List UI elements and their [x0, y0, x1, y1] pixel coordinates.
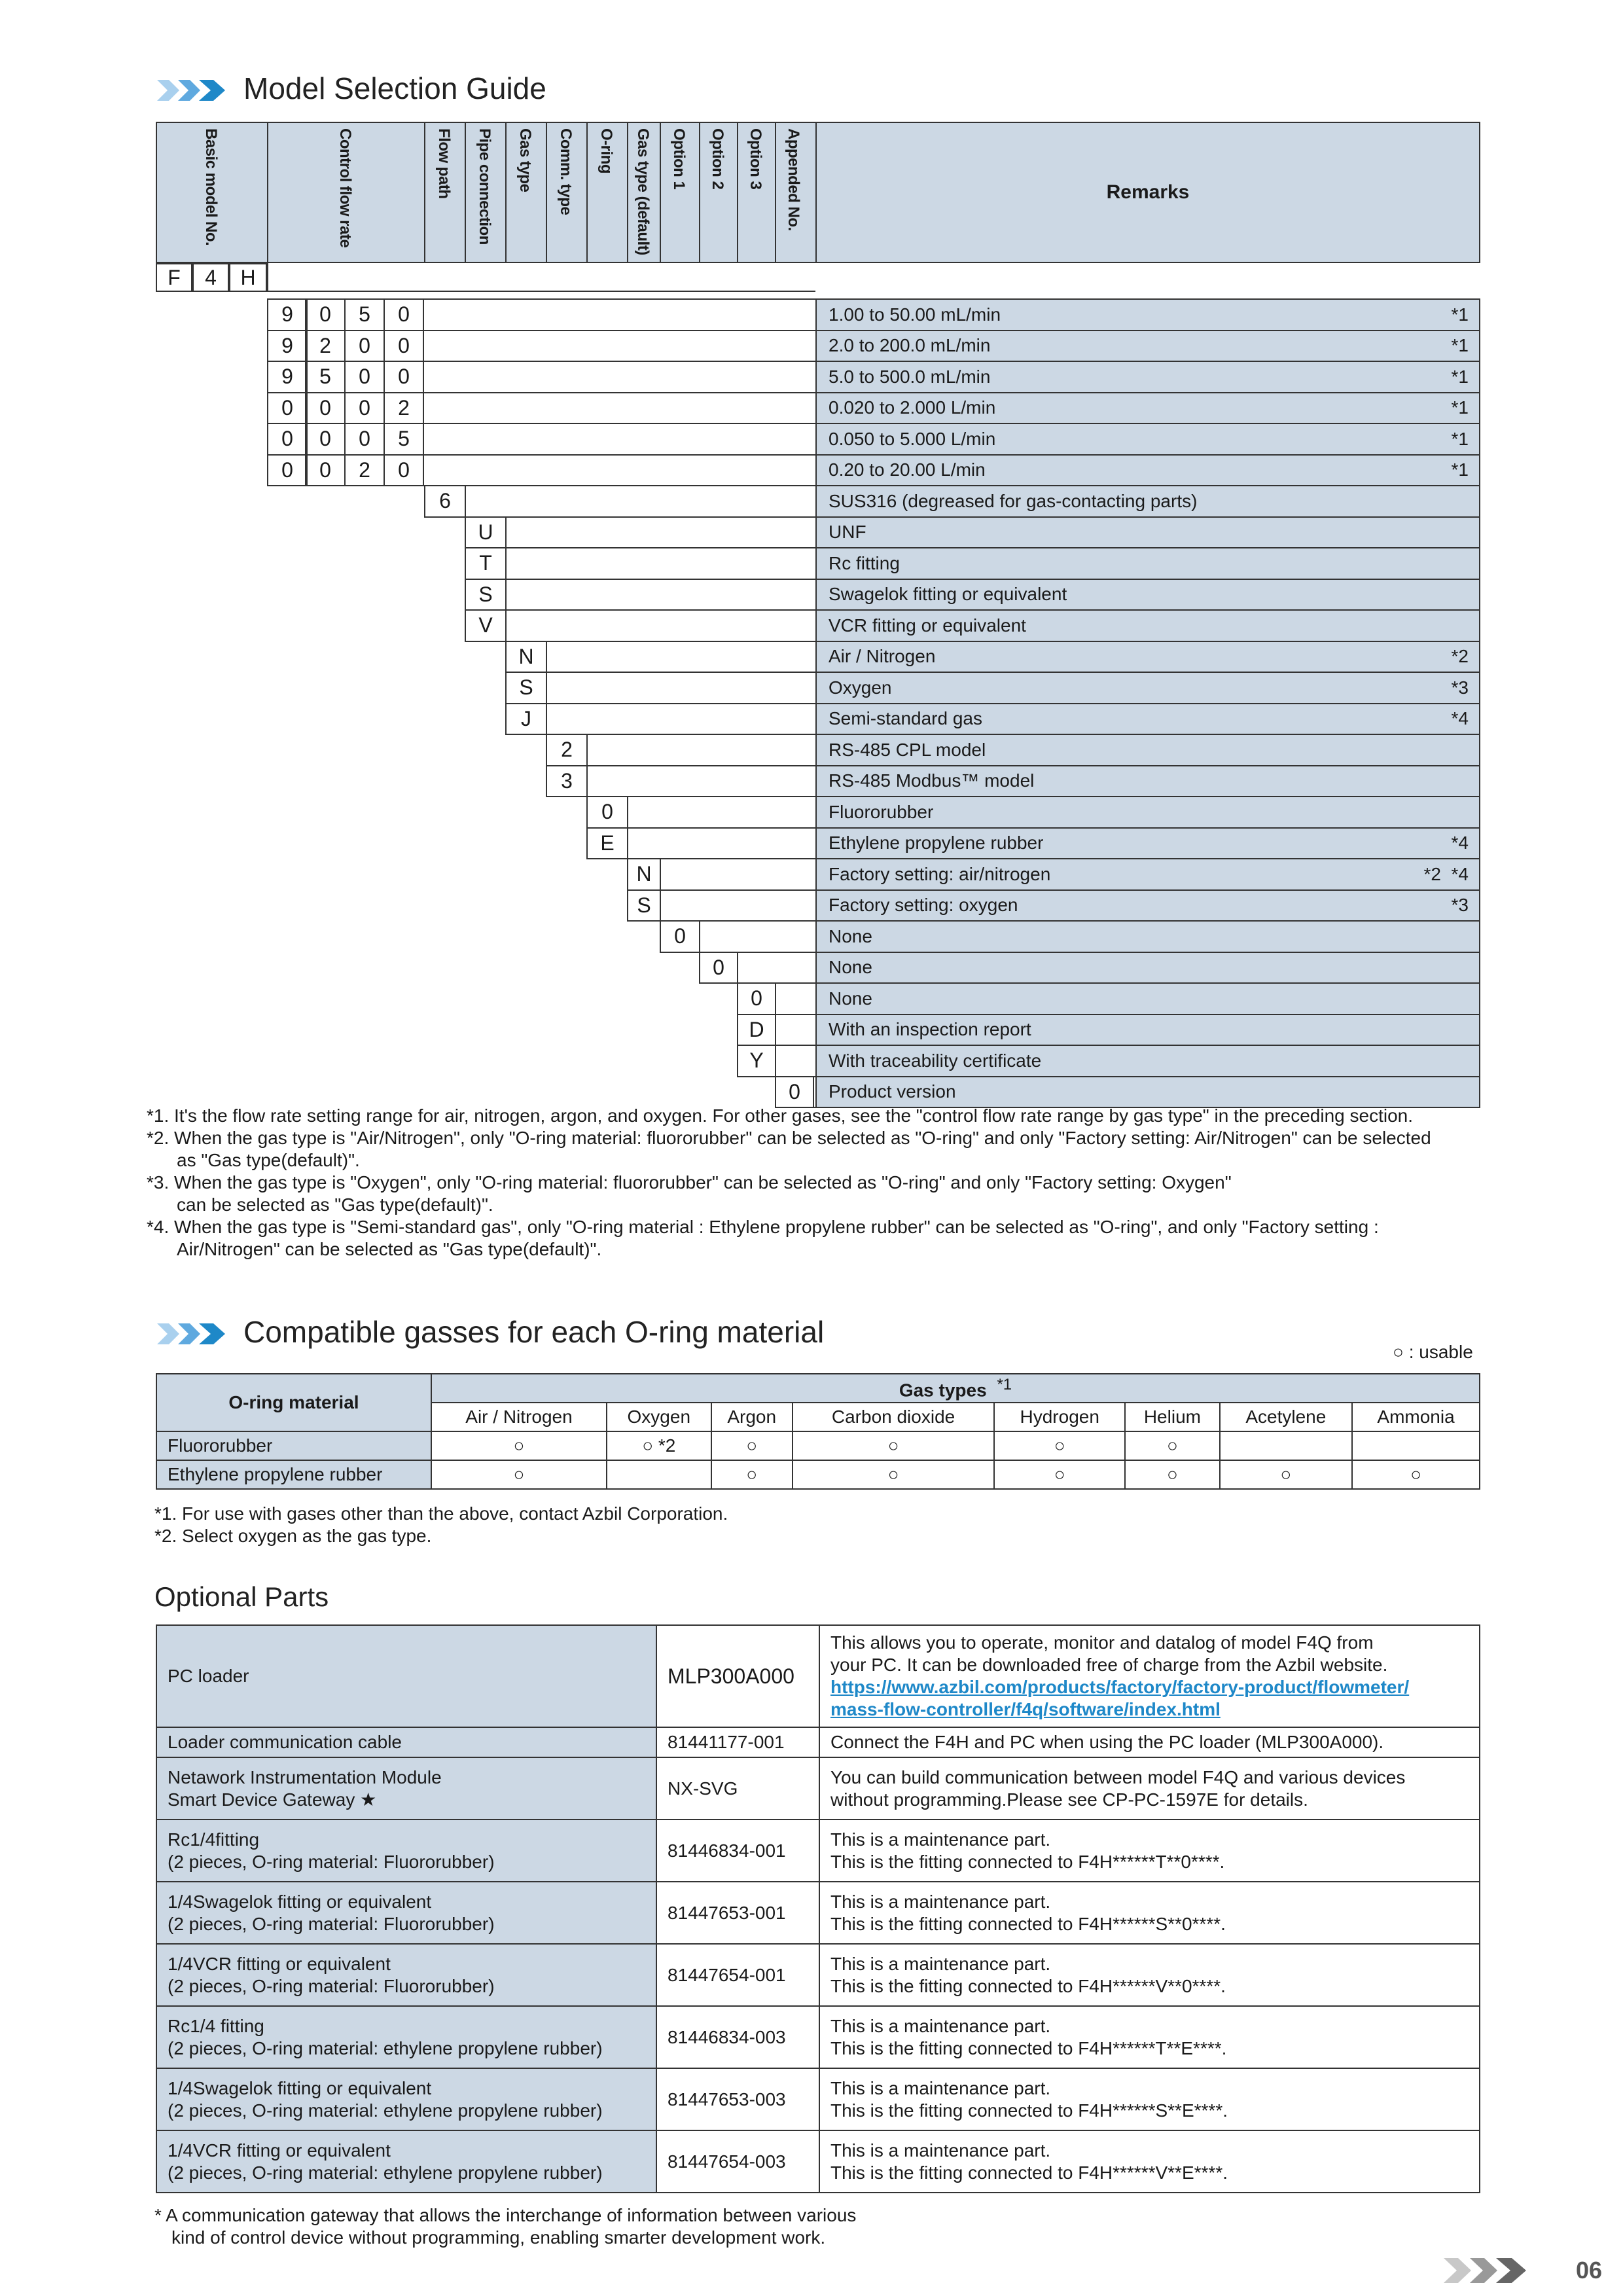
remark-text: Factory setting: oxygen	[829, 895, 1018, 916]
column-header: Appended No.	[785, 128, 802, 231]
part-name-line: 1/4Swagelok fitting or equivalent	[168, 1891, 432, 1912]
section-title-optional-parts: Optional Parts	[154, 1581, 329, 1612]
flow-rate-code: 0	[344, 330, 385, 363]
remark-text: 1.00 to 50.00 mL/min	[829, 304, 1001, 325]
compatibility-mark: ○	[793, 1431, 994, 1460]
row-line	[775, 982, 815, 984]
row-line	[505, 516, 815, 518]
remarks-cell	[815, 672, 1480, 704]
column-header: Pipe connection	[476, 128, 493, 245]
row-line	[586, 734, 815, 735]
remark-text: VCR fitting or equivalent	[829, 615, 1026, 636]
part-model-number: 81447654-003	[656, 2130, 819, 2193]
footnote-line: kind of control device without programming, enabling smarter development work.	[171, 2227, 826, 2248]
remark-text: 0.20 to 20.00 L/min	[829, 459, 986, 480]
option-code: S	[627, 889, 661, 922]
part-model-number: 81447653-003	[656, 2068, 819, 2130]
gas-types-header-label: Gas types	[899, 1380, 987, 1401]
compatibility-mark: ○	[711, 1460, 793, 1489]
remarks-cell	[815, 734, 1480, 766]
remarks-cell	[815, 796, 1480, 829]
footnote-line: * A communication gateway that allows the interchange of information between various	[154, 2205, 857, 2225]
flow-rate-code: 2	[305, 330, 346, 363]
header-divider	[627, 122, 628, 263]
table-row	[156, 1882, 1480, 1944]
option-code: 3	[546, 765, 588, 798]
section-title-compatible-gasses: Compatible gasses for each O-ring material	[243, 1315, 825, 1349]
table-row	[156, 2068, 1480, 2130]
section-title-model-selection: Model Selection Guide	[243, 71, 546, 105]
basic-row-line	[267, 291, 815, 292]
flow-rate-code: 0	[267, 392, 308, 425]
remark-text: None	[829, 925, 872, 946]
flow-rate-code: 0	[267, 454, 308, 487]
remark-note: *1	[1451, 304, 1469, 325]
option-code: 0	[775, 1076, 814, 1109]
part-description	[819, 2068, 1480, 2130]
flow-rate-code: 0	[344, 423, 385, 456]
remark-text: Semi-standard gas	[829, 708, 983, 729]
column-header: Flow path	[435, 128, 453, 199]
flow-rate-code: 0	[344, 361, 385, 393]
part-name-line: 1/4VCR fitting or equivalent	[168, 1953, 391, 1974]
part-description	[819, 2006, 1480, 2068]
footnote-line: *2. Select oxygen as the gas type.	[154, 1526, 432, 1546]
compatibility-mark: ○	[994, 1431, 1125, 1460]
compatibility-mark: ○	[1220, 1460, 1352, 1489]
compatibility-mark	[607, 1460, 711, 1489]
remarks-cell	[815, 641, 1480, 673]
part-description	[819, 1882, 1480, 1944]
row-line	[775, 1045, 815, 1046]
flow-rate-code: 0	[305, 298, 346, 331]
remark-text: SUS316 (degreased for gas-contacting parts)	[829, 490, 1198, 511]
remark-note: *3	[1451, 677, 1469, 698]
remarks-cell	[815, 889, 1480, 922]
row-line	[424, 330, 815, 331]
model-selection-guide	[156, 122, 1480, 1103]
row-line	[505, 579, 815, 580]
basic-model-code: 4	[192, 263, 229, 292]
compatibility-mark: ○	[431, 1431, 607, 1460]
footnote-line: can be selected as "Gas type(default)".	[177, 1194, 493, 1215]
gas-name: Ammonia	[1352, 1403, 1480, 1431]
remarks-cell	[815, 765, 1480, 798]
remarks-cell	[815, 858, 1480, 891]
part-description	[819, 1625, 1480, 1727]
remarks-cell	[815, 579, 1480, 611]
part-name	[156, 1882, 656, 1944]
part-name-line: (2 pieces, O-ring material: ethylene propylene rubber)	[168, 2162, 603, 2183]
row-line	[627, 827, 815, 829]
row-line	[660, 889, 815, 891]
flow-rate-code: 0	[305, 454, 346, 487]
part-name-line: Rc1/4 fitting	[168, 2015, 264, 2036]
row-line	[660, 858, 815, 859]
part-model-number: 81447653-001	[656, 1882, 819, 1944]
flow-rate-code: 0	[383, 361, 424, 393]
option-code: D	[737, 1014, 776, 1047]
row-line	[775, 1014, 815, 1015]
compatibility-mark: ○	[994, 1460, 1125, 1489]
option-code: N	[627, 858, 661, 891]
row-line	[546, 703, 815, 704]
flow-rate-code: 0	[383, 330, 424, 363]
flow-rate-code: 0	[267, 423, 308, 456]
section-chevron-icon	[157, 77, 236, 103]
remark-text: Swagelok fitting or equivalent	[829, 584, 1067, 605]
remarks-cell	[815, 361, 1480, 393]
part-name-line: (2 pieces, O-ring material: Fluororubber)	[168, 1975, 495, 1996]
part-name	[156, 1757, 656, 1820]
remarks-cell	[815, 516, 1480, 549]
compatibility-mark: ○	[1125, 1460, 1219, 1489]
option-code: 0	[586, 796, 628, 829]
part-name-line: (2 pieces, O-ring material: ethylene propylene rubber)	[168, 2037, 603, 2058]
option-code: J	[505, 703, 547, 736]
part-description	[819, 1944, 1480, 2006]
part-description	[819, 1727, 1480, 1757]
gas-table-footnotes	[154, 1503, 728, 1547]
column-header: Control flow rate	[336, 128, 354, 248]
part-name	[156, 1625, 656, 1727]
option-code: 0	[660, 920, 700, 953]
footnote-line: as "Gas type(default)".	[177, 1150, 360, 1170]
flow-rate-code: 0	[344, 392, 385, 425]
remark-text: Oxygen	[829, 677, 892, 698]
column-header: Gas type (default)	[634, 128, 652, 255]
remark-note: *2 *4	[1423, 863, 1469, 884]
basic-model-code: F	[156, 263, 192, 292]
description-line: This is a maintenance part.	[830, 1829, 1051, 1850]
part-name-line: PC loader	[168, 1666, 249, 1686]
row-line	[505, 547, 815, 548]
option-code: 6	[424, 485, 466, 518]
option-code: S	[465, 579, 507, 611]
header-divider	[424, 122, 425, 263]
remark-text: 0.020 to 2.000 L/min	[829, 397, 996, 418]
model-selection-footnotes	[147, 1105, 1488, 1261]
optional-parts-table	[156, 1624, 1480, 2193]
remarks-cell	[815, 454, 1480, 487]
remarks-cell	[815, 952, 1480, 984]
flow-rate-code: 0	[305, 392, 346, 425]
compatibility-mark: ○	[1352, 1460, 1480, 1489]
gas-name: Oxygen	[607, 1403, 711, 1431]
option-code: E	[586, 827, 628, 860]
remarks-cell	[815, 703, 1480, 736]
flow-rate-code: 2	[383, 392, 424, 425]
oring-material-header: O-ring material	[156, 1374, 431, 1431]
basic-model-code: H	[229, 263, 267, 292]
option-code: S	[505, 672, 547, 704]
compatibility-mark: ○	[431, 1460, 607, 1489]
oring-material-name: Ethylene propylene rubber	[156, 1460, 431, 1489]
basic-row-line	[267, 263, 268, 292]
remarks-cell	[815, 330, 1480, 363]
part-name-line: (2 pieces, O-ring material: Fluororubber)	[168, 1851, 495, 1872]
remark-text: Fluororubber	[829, 801, 934, 822]
row-line	[737, 952, 815, 953]
table-row	[156, 1460, 1480, 1489]
remark-note: *1	[1451, 459, 1469, 480]
header-divider	[586, 122, 588, 263]
gas-types-header	[431, 1374, 1480, 1403]
remark-text: With traceability certificate	[829, 1050, 1042, 1071]
column-header: Comm. type	[557, 128, 575, 215]
remark-text: Factory setting: air/nitrogen	[829, 863, 1051, 884]
row-line	[424, 454, 815, 456]
description-line: without programming.Please see CP-PC-1597E for details.	[830, 1789, 1308, 1810]
footnote-line: *4. When the gas type is "Semi-standard gas", only "O-ring material : Ethylene propylene rubber" can be selected as "O-ring", and only "Factory setting :	[147, 1217, 1379, 1237]
row-line	[627, 796, 815, 797]
description-line: This is a maintenance part.	[830, 1953, 1051, 1974]
remarks-header: Remarks	[1106, 181, 1190, 203]
flow-rate-code: 5	[344, 298, 385, 331]
description-line: This is the fitting connected to F4H******S**0****.	[830, 1913, 1226, 1934]
description-line: Connect the F4H and PC when using the PC loader (MLP300A000).	[830, 1732, 1384, 1752]
gas-types-header-note: *1	[997, 1375, 1012, 1393]
table-row	[156, 1820, 1480, 1882]
compatibility-mark	[1220, 1431, 1352, 1460]
row-line	[505, 609, 815, 611]
part-model-number: 81446834-001	[656, 1820, 819, 1882]
footnote-line: Air/Nitrogen" can be selected as "Gas type(default)".	[177, 1239, 602, 1259]
remark-note: *3	[1451, 895, 1469, 916]
option-code: 0	[737, 982, 776, 1015]
header-divider	[737, 122, 738, 263]
option-code: Y	[737, 1045, 776, 1077]
remark-text: None	[829, 988, 872, 1009]
remark-text: RS-485 Modbus™ model	[829, 770, 1035, 791]
footnote-line: *3. When the gas type is "Oxygen", only "O-ring material: fluororubber" can be selected as "O-ring" and only "Factory setting: Oxygen"	[147, 1172, 1232, 1193]
option-code: N	[505, 641, 547, 673]
remarks-cell	[815, 827, 1480, 860]
compatibility-mark: ○	[1125, 1431, 1219, 1460]
description-line: your PC. It can be downloaded free of charge from the Azbil website.	[830, 1655, 1388, 1675]
column-header: Option 2	[709, 128, 726, 190]
gas-name: Argon	[711, 1403, 793, 1431]
row-line	[546, 672, 815, 673]
flow-rate-code: 9	[267, 361, 308, 393]
part-description	[819, 1820, 1480, 1882]
row-line	[424, 423, 815, 424]
footnote-line: *2. When the gas type is "Air/Nitrogen", only "O-ring material: fluororubber" can be selected as "O-ring" and only "Factory setting: Air/Nitrogen" can be selected	[147, 1128, 1431, 1148]
part-name-line: Rc1/4fitting	[168, 1829, 260, 1850]
part-description	[819, 1757, 1480, 1820]
compatible-gas-table	[156, 1373, 1480, 1490]
part-name	[156, 1820, 656, 1882]
remark-note: *1	[1451, 366, 1469, 387]
description-line: This is the fitting connected to F4H******S**E****.	[830, 2100, 1228, 2121]
remark-text: 2.0 to 200.0 mL/min	[829, 335, 991, 356]
remarks-cell	[815, 1076, 1480, 1109]
usable-legend: ○ : usable	[1393, 1342, 1473, 1362]
option-code: V	[465, 609, 507, 642]
part-model-number: NX-SVG	[656, 1757, 819, 1820]
option-code: 0	[699, 952, 738, 984]
flow-rate-code: 9	[267, 330, 308, 363]
remarks-cell	[815, 298, 1480, 331]
remark-text: 5.0 to 500.0 mL/min	[829, 366, 991, 387]
part-model-number: 81446834-003	[656, 2006, 819, 2068]
footnote-line: *1. For use with gases other than the above, contact Azbil Corporation.	[154, 1503, 728, 1524]
table-row	[156, 1625, 1480, 1727]
option-code: U	[465, 516, 507, 549]
part-description	[819, 2130, 1480, 2193]
header-divider	[465, 122, 466, 263]
remark-text: Product version	[829, 1081, 956, 1102]
flow-rate-code: 0	[383, 454, 424, 487]
part-name	[156, 1727, 656, 1757]
remarks-cell	[815, 547, 1480, 580]
remark-text: With an inspection report	[829, 1019, 1031, 1040]
header-divider	[546, 122, 547, 263]
part-name	[156, 2130, 656, 2193]
flow-rate-code: 2	[344, 454, 385, 487]
part-model-number: 81447654-001	[656, 1944, 819, 2006]
part-name-line: (2 pieces, O-ring material: Fluororubber)	[168, 1913, 495, 1934]
column-header: Basic model No.	[202, 128, 220, 246]
remark-text: Rc fitting	[829, 552, 900, 573]
gas-name: Carbon dioxide	[793, 1403, 994, 1431]
page-chevron-icon	[1444, 2254, 1542, 2287]
flow-rate-code: 5	[383, 423, 424, 456]
remark-text: None	[829, 957, 872, 978]
remarks-cell	[815, 982, 1480, 1015]
description-line: This is the fitting connected to F4H******V**E****.	[830, 2162, 1228, 2183]
table-row	[156, 2006, 1480, 2068]
table-row	[156, 1944, 1480, 2006]
description-line: This is the fitting connected to F4H******T**0****.	[830, 1851, 1225, 1872]
page-number: 06	[1576, 2257, 1603, 2284]
remarks-cell	[815, 423, 1480, 456]
description-line: This is a maintenance part.	[830, 2077, 1051, 2098]
software-download-link[interactable]: https://www.azbil.com/products/factory/factory-product/flowmeter/	[830, 1677, 1410, 1697]
row-line	[424, 361, 815, 362]
compatibility-mark	[1352, 1431, 1480, 1460]
header-divider	[775, 122, 776, 263]
description-line: This is a maintenance part.	[830, 2140, 1051, 2161]
column-header: Option 3	[747, 128, 764, 190]
remark-text: RS-485 CPL model	[829, 739, 986, 760]
remarks-cell	[815, 609, 1480, 642]
description-line: You can build communication between model F4Q and various devices	[830, 1767, 1406, 1787]
part-name-line: Loader communication cable	[168, 1732, 402, 1752]
remarks-cell	[815, 1014, 1480, 1047]
remark-text: 0.050 to 5.000 L/min	[829, 428, 996, 449]
part-model-number: 81441177-001	[656, 1727, 819, 1757]
row-line	[546, 641, 815, 642]
header-divider	[660, 122, 661, 263]
footnote-line: *1. It's the flow rate setting range for air, nitrogen, argon, and oxygen. For other gases, see the "control flow rate range by gas type" in the preceding section.	[147, 1105, 1414, 1126]
flow-rate-code: 5	[305, 361, 346, 393]
row-line	[424, 392, 815, 393]
remark-text: Air / Nitrogen	[829, 646, 936, 667]
remark-note: *4	[1451, 708, 1469, 729]
gas-name: Hydrogen	[994, 1403, 1125, 1431]
software-download-link[interactable]: mass-flow-controller/f4q/software/index.html	[830, 1699, 1221, 1719]
remark-text: UNF	[829, 522, 866, 543]
part-name-line: (2 pieces, O-ring material: ethylene propylene rubber)	[168, 2100, 603, 2121]
remark-note: *4	[1451, 833, 1469, 853]
option-code: 2	[546, 734, 588, 766]
compatibility-mark: ○	[711, 1431, 793, 1460]
flow-rate-code: 9	[267, 298, 308, 331]
part-name	[156, 2006, 656, 2068]
part-name-line: Netawork Instrumentation Module	[168, 1767, 442, 1787]
table-row	[156, 1727, 1480, 1757]
part-name	[156, 1944, 656, 2006]
remark-note: *1	[1451, 428, 1469, 449]
part-name-line: Smart Device Gateway ★	[168, 1789, 377, 1810]
column-header: O-ring	[597, 128, 615, 173]
option-code: T	[465, 547, 507, 580]
description-line: This allows you to operate, monitor and datalog of model F4Q from	[830, 1632, 1374, 1653]
remarks-cell	[815, 920, 1480, 953]
part-name-line: 1/4VCR fitting or equivalent	[168, 2140, 391, 2161]
description-line: This is the fitting connected to F4H******V**0****.	[830, 1975, 1226, 1996]
remark-note: *1	[1451, 335, 1469, 356]
flow-rate-code: 0	[383, 298, 424, 331]
table-row	[156, 1431, 1480, 1460]
row-line	[465, 485, 815, 486]
section-chevron-icon	[157, 1321, 236, 1347]
compatibility-mark: ○	[793, 1460, 994, 1489]
part-model-number: MLP300A000	[656, 1625, 819, 1727]
remark-text: Ethylene propylene rubber	[829, 833, 1044, 853]
header-divider	[267, 122, 268, 263]
flow-rate-code: 0	[305, 423, 346, 456]
description-line: This is the fitting connected to F4H******T**E****.	[830, 2037, 1227, 2058]
optional-parts-footnote	[154, 2204, 856, 2249]
header-divider	[699, 122, 700, 263]
oring-material-name: Fluororubber	[156, 1431, 431, 1460]
compatibility-mark: ○ *2	[607, 1431, 711, 1460]
table-row	[156, 1757, 1480, 1820]
column-header: Gas type	[516, 128, 534, 192]
description-line: This is a maintenance part.	[830, 1891, 1051, 1912]
row-line	[699, 920, 815, 922]
column-header: Option 1	[670, 128, 688, 190]
gas-name: Air / Nitrogen	[431, 1403, 607, 1431]
gas-name: Acetylene	[1220, 1403, 1352, 1431]
part-name	[156, 2068, 656, 2130]
description-line: This is a maintenance part.	[830, 2015, 1051, 2036]
part-name-line: 1/4Swagelok fitting or equivalent	[168, 2077, 432, 2098]
remarks-cell	[815, 485, 1480, 518]
remarks-cell	[815, 392, 1480, 425]
gas-name: Helium	[1125, 1403, 1219, 1431]
row-line	[586, 765, 815, 766]
remark-note: *2	[1451, 646, 1469, 667]
table-row	[156, 2130, 1480, 2193]
row-line	[424, 298, 815, 300]
header-divider	[505, 122, 507, 263]
remark-note: *1	[1451, 397, 1469, 418]
remarks-cell	[815, 1045, 1480, 1077]
